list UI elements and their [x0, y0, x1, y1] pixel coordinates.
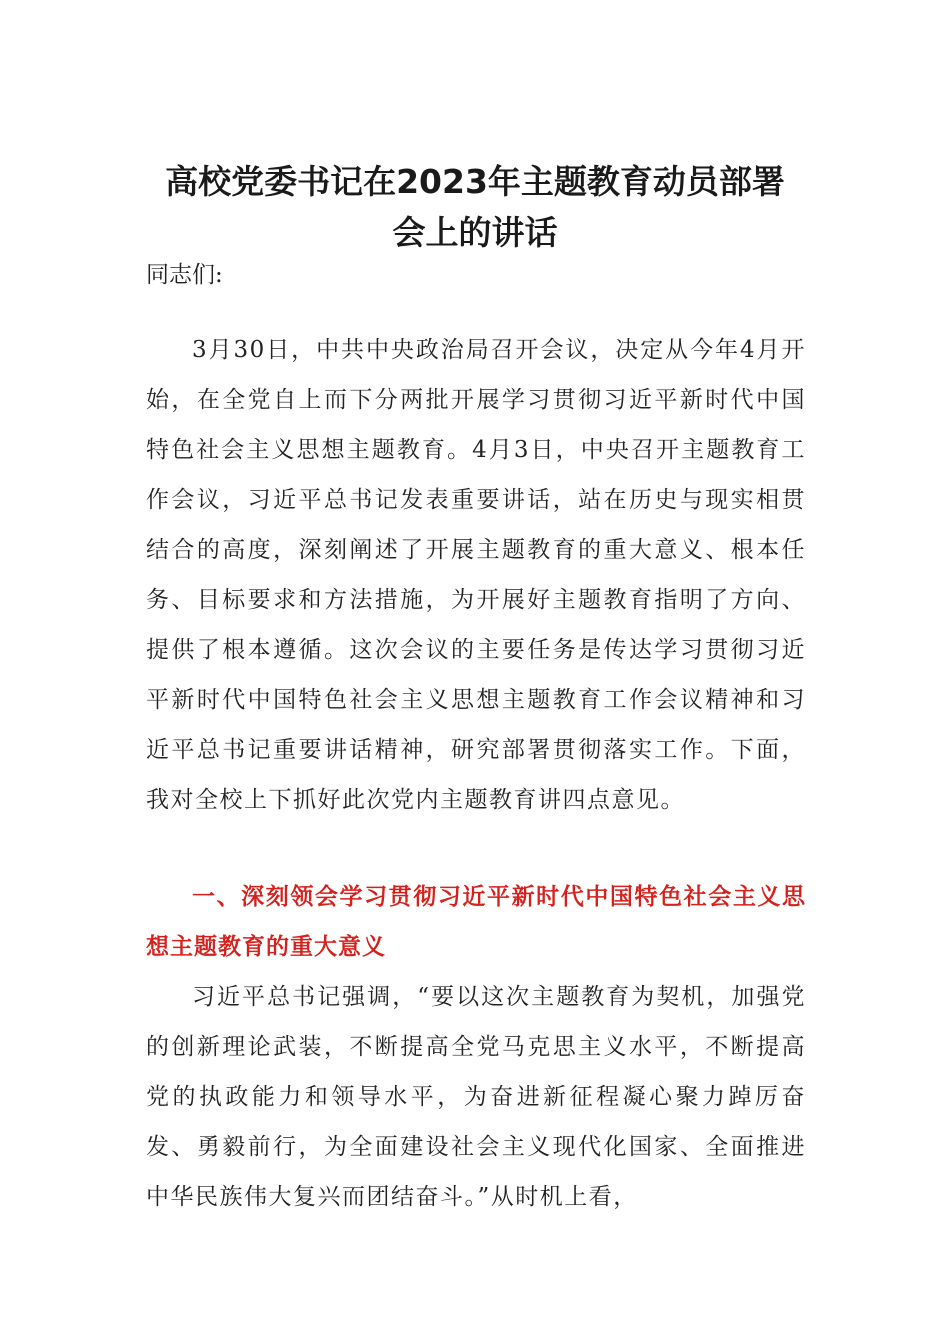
paragraph-intro: 3月30日，中共中央政治局召开会议，决定从今年4月开始，在全党自上而下分两批开展学习贯彻习近平新时代中国特色社会主义思想主题教育。4月3日，中央召开主题教育工作会议，习近平总书记发表重要讲话，站在历史与现实相贯结合的高度，深刻阐述了开展主题教育的重大意义、根本任务、目标要求和方法措施，为开展好主题教育指明了方向、提供了根本遵循。这次会议的主要任务是传达学习贯彻习近平新时代中国特色社会主义思想主题教育工作会议精神和习近平总书记重要讲话精神，研究部署贯彻落实工作。下面，我对全校上下抓好此次党内主题教育讲四点意见。	[146, 337, 806, 813]
section-heading-1: 一、深刻领会学习贯彻习近平新时代中国特色社会主义思想主题教育的重大意义	[146, 884, 806, 960]
greeting: 同志们:	[146, 262, 223, 288]
document-title-line-1: 高校党委书记在2023年主题教育动员部署	[165, 162, 785, 201]
document-title-line-2: 会上的讲话	[392, 213, 558, 252]
paragraph-section-1: 习近平总书记强调，“要以这次主题教育为契机，加强党的创新理论武装，不断提高全党马克思主义水平，不断提高党的执政能力和领导水平，为奋进新征程凝心聚力踔厉奋发、勇毅前行，为全面建设社会主义现代化国家、全面推进中华民族伟大复兴而团结奋斗。”从时机上看，	[146, 984, 806, 1210]
